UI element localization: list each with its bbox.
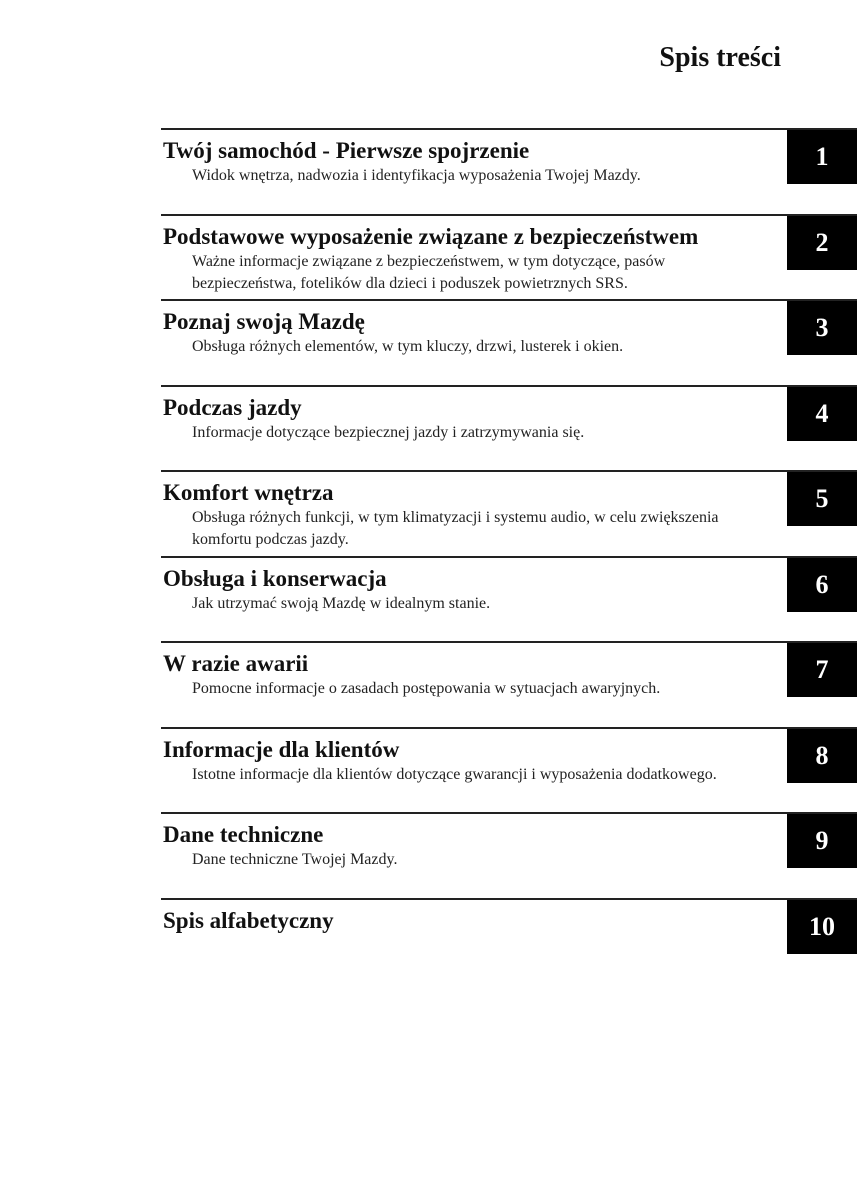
chapter-tab-9[interactable]: 9: [787, 814, 857, 868]
chapter-description: Pomocne informacje o zasadach postępowania w sytuacjach awaryjnych.: [192, 680, 661, 697]
chapter-title[interactable]: Spis alfabetyczny: [163, 907, 334, 933]
chapter-description: Informacje dotyczące bezpiecznej jazdy i zatrzymywania się.: [192, 423, 585, 441]
chapter-tab-8[interactable]: 8: [787, 729, 857, 783]
entry-body: [163, 307, 763, 358]
chapter-title[interactable]: Informacje dla klientów: [163, 736, 400, 762]
toc-entry-8[interactable]: [161, 727, 857, 813]
chapter-description: Istotne informacje dla klientów dotyczące gwarancji i wyposażenia dodatkowego.: [192, 765, 717, 783]
toc-entry-5[interactable]: [161, 470, 857, 556]
toc-entry-4[interactable]: [161, 385, 857, 471]
chapter-description: Widok wnętrza, nadwozia i identyfikacja wyposażenia Twojej Mazdy.: [192, 167, 641, 184]
entry-body: [163, 649, 763, 700]
chapter-tab-2[interactable]: 2: [787, 216, 857, 270]
toc-entry-3[interactable]: [161, 299, 857, 385]
chapter-title[interactable]: Dane techniczne: [163, 822, 324, 847]
chapter-title[interactable]: Twój samochód - Pierwsze spojrzenie: [163, 138, 530, 163]
chapter-title[interactable]: Podczas jazdy: [163, 394, 302, 420]
chapter-description: Dane techniczne Twojej Mazdy.: [192, 851, 398, 868]
toc-entry-10[interactable]: [161, 898, 857, 984]
toc-entry-6[interactable]: [161, 556, 857, 642]
entry-body: [163, 564, 763, 615]
chapter-tab-4[interactable]: 4: [787, 387, 857, 441]
toc-entry-9[interactable]: [161, 812, 857, 898]
chapter-tab-7[interactable]: 7: [787, 643, 857, 697]
chapter-tab-3[interactable]: 3: [787, 301, 857, 355]
page-title: Spis treści: [659, 42, 781, 73]
chapter-title[interactable]: Komfort wnętrza: [163, 480, 334, 505]
table-of-contents: [161, 128, 857, 983]
chapter-title[interactable]: Podstawowe wyposażenie związane z bezpieczeństwem: [163, 223, 699, 249]
chapter-tab-6[interactable]: 6: [787, 558, 857, 612]
chapter-description: Jak utrzymać swoją Mazdę w idealnym stanie.: [192, 594, 491, 612]
entry-body: [163, 222, 763, 295]
entry-body: [163, 478, 763, 551]
entry-body: [163, 136, 763, 187]
chapter-tab-5[interactable]: 5: [787, 472, 857, 526]
entry-body: [163, 393, 763, 444]
entry-body: [163, 820, 763, 871]
chapter-title[interactable]: Poznaj swoją Mazdę: [163, 309, 365, 334]
chapter-title[interactable]: Obsługa i konserwacja: [163, 565, 387, 591]
chapter-tab-1[interactable]: 1: [787, 130, 857, 184]
chapter-description: Obsługa różnych funkcji, w tym klimatyzacji i systemu audio, w celu zwiększenia komfortu podczas jazdy.: [192, 509, 719, 548]
chapter-title[interactable]: W razie awarii: [163, 651, 309, 676]
entry-body: [163, 906, 763, 935]
toc-entry-1[interactable]: [161, 128, 857, 214]
entry-body: [163, 735, 763, 786]
chapter-description: Obsługa różnych elementów, w tym kluczy, drzwi, lusterek i okien.: [192, 338, 624, 355]
toc-entry-2[interactable]: [161, 214, 857, 300]
toc-entry-7[interactable]: [161, 641, 857, 727]
chapter-tab-10[interactable]: 10: [787, 900, 857, 954]
chapter-description: Ważne informacje związane z bezpieczeństwem, w tym dotyczące, pasów bezpieczeństwa, fotelików dla dzieci i poduszek powietrznych SRS.: [192, 252, 666, 292]
